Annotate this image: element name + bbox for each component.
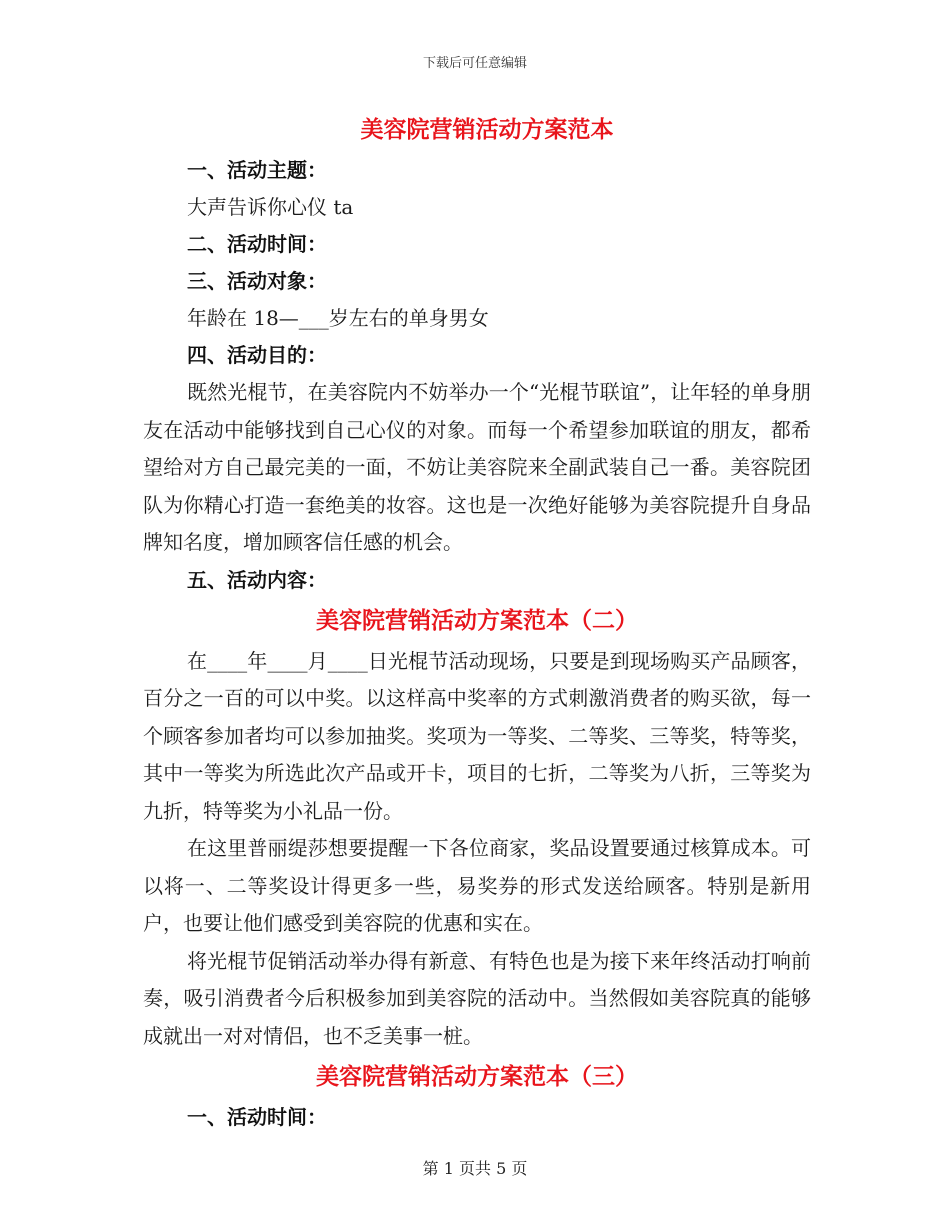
- document-title: 美容院营销活动方案范本: [360, 116, 614, 143]
- section-heading-audience: 三、活动对象：: [187, 269, 327, 293]
- paragraph-2-2: 在这里普丽缇莎想要提醒一下各位商家，奖品设置要通过核算成本。可以将一、二等奖设计得更多一些，易奖券的形式发送给顾客。特别是新用户，也要让他们感受到美容院的优惠和实在。: [143, 836, 811, 935]
- page-footer: 第 1 页共 5 页: [422, 1159, 528, 1178]
- audience-text: 年龄在 18—___岁左右的单身男女: [187, 306, 489, 330]
- page-header: 下载后可任意编辑: [422, 56, 527, 71]
- theme-text: 大声告诉你心仪 ta: [187, 195, 354, 219]
- section-heading-3-time: 一、活动时间：: [187, 1105, 327, 1129]
- section-title-2: 美容院营销活动方案范本（二）: [316, 606, 638, 634]
- section-title-3: 美容院营销活动方案范本（三）: [316, 1063, 638, 1090]
- section-heading-theme: 一、活动主题：: [187, 158, 327, 182]
- section-heading-content: 五、活动内容：: [187, 567, 327, 592]
- document-body: [143, 108, 811, 1136]
- section-heading-time: 二、活动时间：: [187, 232, 327, 256]
- paragraph-2-3: 将光棍节促销活动举办得有新意、有特色也是为接下来年终活动打响前奏，吸引消费者今后积极参加到美容院的活动中。当然假如美容院真的能够成就出一对对情侣，也不乏美事一桩。: [143, 948, 811, 1048]
- section-heading-purpose: 四、活动目的：: [187, 343, 327, 367]
- purpose-paragraph: 既然光棍节，在美容院内不妨举办一个“光棍节联谊”，让年轻的单身朋友在活动中能够找到自己心仪的对象。而每一个希望参加联谊的朋友，都希望给对方自己最完美的一面，不妨让美容院来全副武装自己一番。美容院团队为你精心打造一套绝美的妆容。这也是一次绝好能够为美容院提升自身品牌知名度，增加顾客信任感的机会。: [143, 380, 811, 554]
- paragraph-2-1: 在____年____月____日光棍节活动现场，只要是到现场购买产品顾客，百分之一百的可以中奖。以这样高中奖率的方式刺激消费者的购买欲，每一个顾客参加者均可以参加抽奖。奖项为一等奖、二等奖、三等奖，特等奖，其中一等奖为所选此次产品或开卡，项目的七折，二等奖为八折，三等奖为九折，特等奖为小礼品一份。: [143, 648, 811, 823]
